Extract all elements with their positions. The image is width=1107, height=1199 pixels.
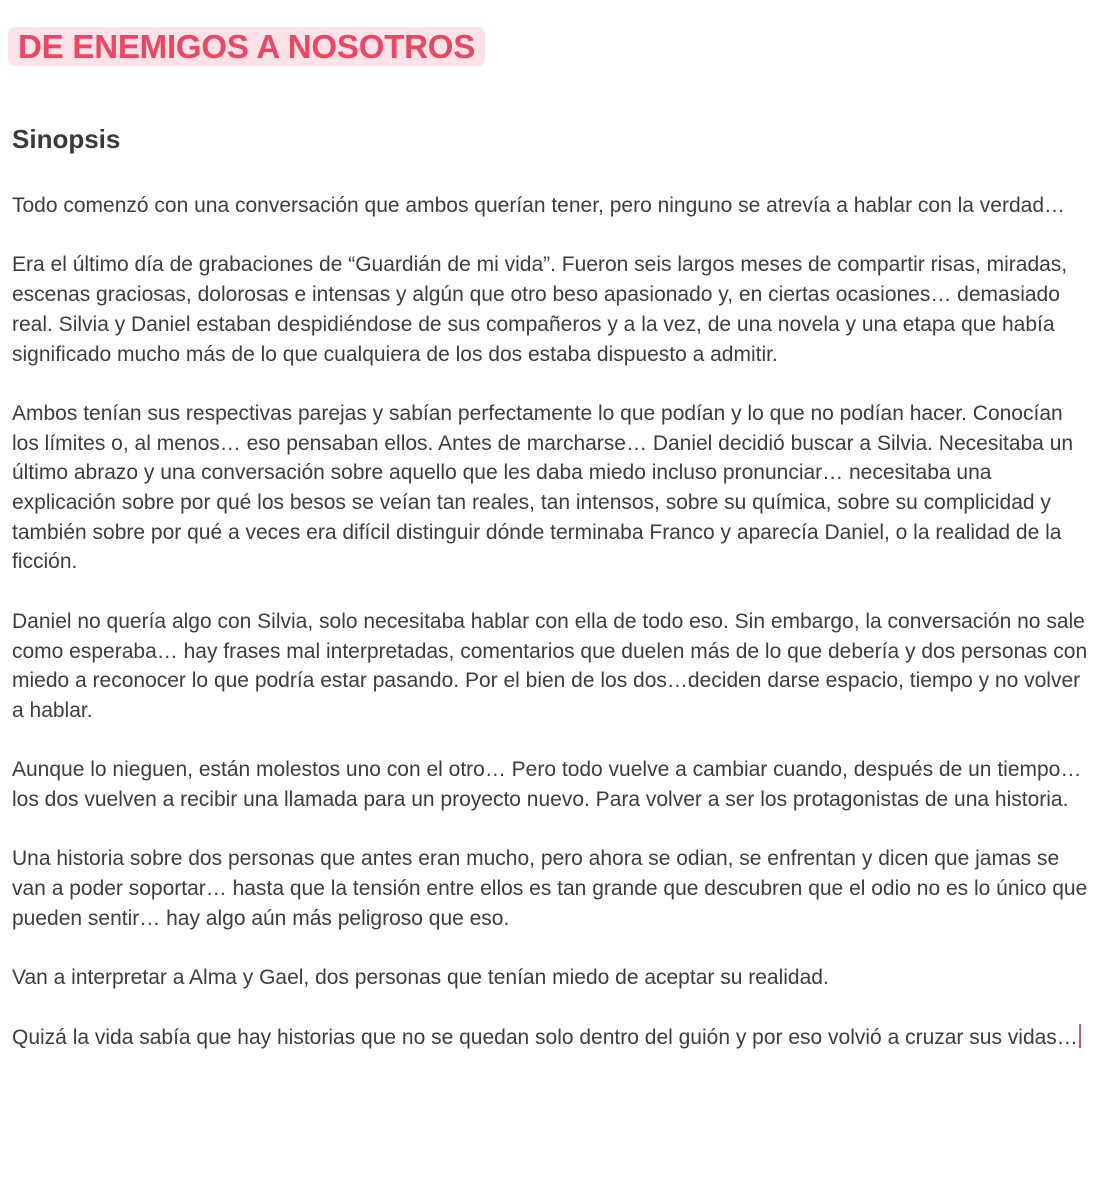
paragraph-3[interactable]: Ambos tenían sus respectivas parejas y sabían perfectamente lo que podían y lo que no podían hacer. Conocían los límites o, al menos… eso pensaban ellos. Antes de marcharse… Daniel decidió buscar a Silvia. Necesitaba un último abrazo y una conversación sobre aquello que les daba miedo incluso pronunciar… necesitaba una explicación sobre por qué los besos se veían tan reales, tan intensos, sobre su química, sobre su complicidad y también sobre por qué a veces era difícil distinguir dónde terminaba Franco y aparecía Daniel, o la realidad de la ficción. <box>12 401 1074 574</box>
document-title[interactable]: DE ENEMIGOS A NOSOTROS <box>18 28 476 65</box>
title-highlight <box>8 27 485 66</box>
paragraph-8[interactable] <box>12 1023 1094 1053</box>
paragraph-4[interactable]: Daniel no quería algo con Silvia, solo necesitaba hablar con ella de todo eso. Sin embargo, la conversación no sale como esperaba… hay frases mal interpretadas, comentarios que duelen más de lo que debería y dos personas con miedo a reconocer lo que podría estar pasando. Por el bien de los dos…deciden darse espacio, tiempo y no volver a hablar. <box>12 609 1088 722</box>
paragraph-7[interactable]: Van a interpretar a Alma y Gael, dos personas que tenían miedo de aceptar su realidad. <box>12 966 829 990</box>
paragraph-6[interactable]: Una historia sobre dos personas que antes eran mucho, pero ahora se odian, se enfrentan y dicen que jamas se van a poder soportar… hasta que la tensión entre ellos es tan grande que descubren que el odio no es lo único que pueden sentir… hay algo aún más peligroso que eso. <box>12 847 1088 930</box>
document-body[interactable] <box>12 191 1094 1082</box>
section-heading[interactable]: Sinopsis <box>12 124 121 154</box>
paragraph-8-text: Quizá la vida sabía que hay historias que no se quedan solo dentro del guión y por eso volvió a cruzar sus vidas… <box>12 1025 1078 1049</box>
paragraph-2[interactable]: Era el último día de grabaciones de “Guardián de mi vida”. Fueron seis largos meses de compartir risas, miradas, escenas graciosas, dolorosas e intensas y algún que otro beso apasionado y, en ciertas ocasiones… demasiado real. Silvia y Daniel estaban despidiéndose de sus compañeros y a la vez, de una novela y una etapa que había significado mucho más de lo que cualquiera de los dos estaba dispuesto a admitir. <box>12 253 1068 366</box>
paragraph-1[interactable]: Todo comenzó con una conversación que ambos querían tener, pero ninguno se atrevía a hablar con la verdad… <box>12 194 1066 217</box>
text-cursor <box>1079 1024 1081 1048</box>
paragraph-5[interactable]: Aunque lo nieguen, están molestos uno con el otro… Pero todo vuelve a cambiar cuando, después de un tiempo… los dos vuelven a recibir una llamada para un proyecto nuevo. Para volver a ser los protagonistas de una historia. <box>12 758 1082 811</box>
